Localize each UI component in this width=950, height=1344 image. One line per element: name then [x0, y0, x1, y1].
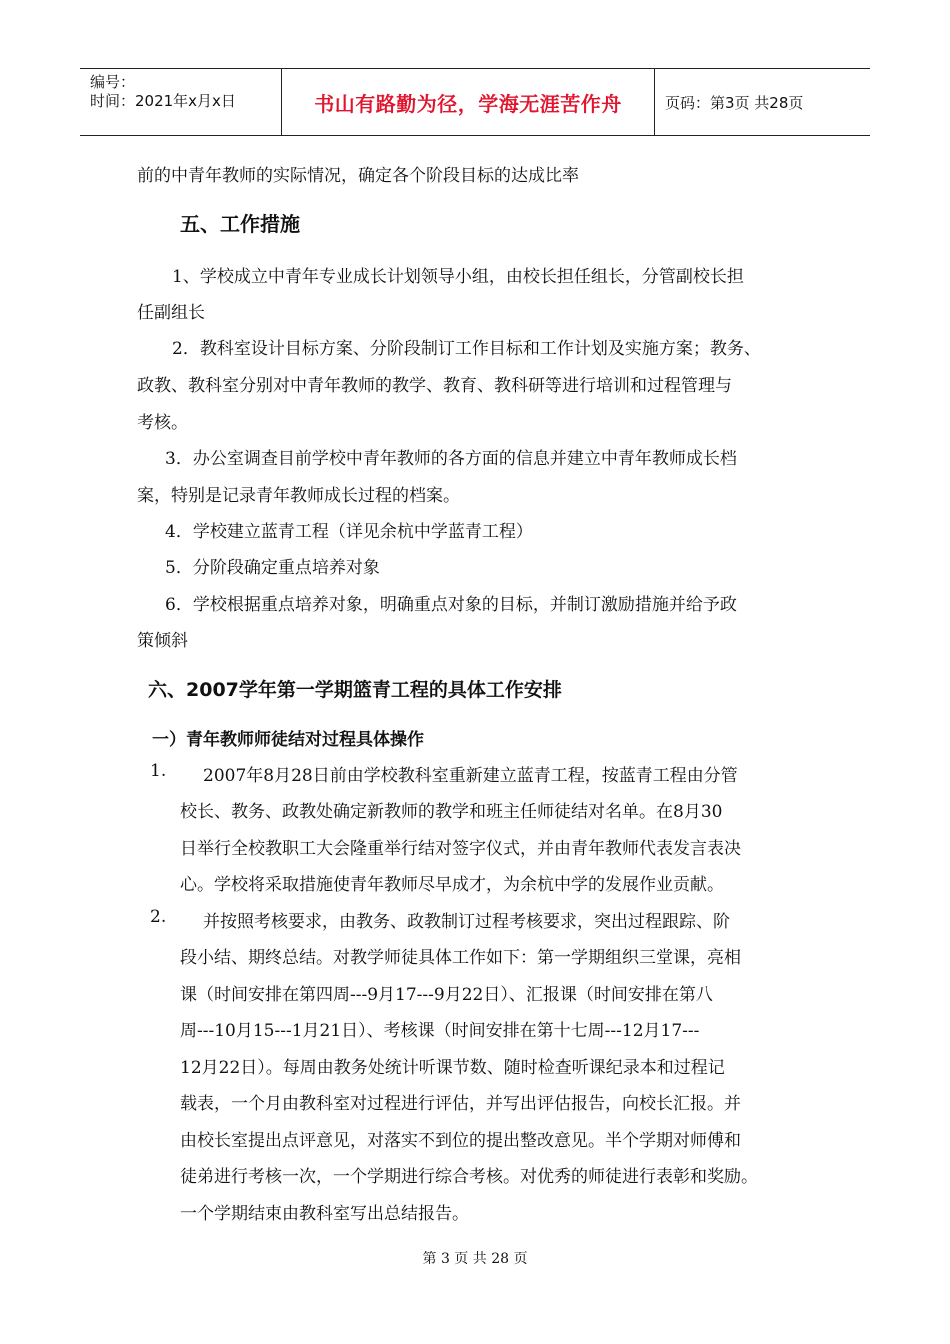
measure-2-line-1: 2．教科室设计目标方案、分阶段制订工作目标和工作计划及实施方案；教务、: [172, 339, 761, 359]
header-page-code: 页码：第3页 共28页: [665, 93, 804, 112]
measure-3-line-2: 案，特别是记录青年教师成长过程的档案。: [137, 486, 460, 506]
item-2-line-8: 徒弟进行考核一次，一个学期进行综合考核。对优秀的师徒进行表彰和奖励。: [180, 1167, 758, 1187]
measure-2-line-3: 考核。: [137, 413, 188, 433]
item-1-line-2: 校长、教务、政教处确定新教师的教学和班主任师徒结对名单。在8月30: [180, 802, 723, 822]
item-2-number: 2.: [150, 907, 167, 927]
item-2-line-6: 载表，一个月由教科室对过程进行评估，并写出评估报告，向校长汇报。并: [180, 1094, 741, 1114]
item-2-line-3: 课（时间安排在第四周---9月17---9月22日）、汇报课（时间安排在第八: [180, 985, 713, 1005]
measure-2-line-2: 政教、教科室分别对中青年教师的教学、教育、教科研等进行培训和过程管理与: [137, 376, 732, 396]
item-1-line-1: 2007年8月28日前由学校教科室重新建立蓝青工程，按蓝青工程由分管: [203, 766, 738, 786]
item-1-number: 1.: [150, 761, 167, 781]
measure-6-line-1: 6．学校根据重点培养对象，明确重点对象的目标，并制订激励措施并给予政: [165, 595, 737, 615]
time-label: 时间：2021年x月x日: [90, 92, 236, 110]
measure-4: 4．学校建立蓝青工程（详见余杭中学蓝青工程）: [165, 522, 533, 542]
item-2-line-1: 并按照考核要求，由教务、政教制订过程考核要求，突出过程跟踪、阶: [203, 912, 730, 932]
number-label: 编号：: [90, 73, 136, 91]
section6-title: 六、2007学年第一学期篮青工程的具体工作安排: [148, 679, 562, 701]
item-2-line-4: 周---10月15---1月21日）、考核课（时间安排在第十七周---12月17---: [180, 1021, 700, 1041]
page-footer: 第 3 页 共 28 页: [422, 1251, 528, 1267]
measure-1-line-2: 任副组长: [137, 303, 205, 323]
item-2-line-5: 12月22日）。每周由教务处统计听课节数、随时检查听课纪录本和过程记: [180, 1058, 725, 1078]
item-2-line-7: 由校长室提出点评意见，对落实不到位的提出整改意见。半个学期对师傅和: [180, 1131, 741, 1151]
measure-6-line-2: 策倾斜: [137, 631, 188, 651]
subsection-1-title: 一）青年教师师徒结对过程具体操作: [152, 730, 424, 750]
measure-3-line-1: 3．办公室调查目前学校中青年教师的各方面的信息并建立中青年教师成长档: [165, 449, 737, 469]
header-motto: 书山有路勤为径，学海无涯苦作舟: [282, 69, 655, 135]
item-1-line-4: 心。学校将采取措施使青年教师尽早成才，为余杭中学的发展作业贡献。: [180, 875, 724, 895]
document-header: [80, 68, 870, 136]
header-meta: [80, 69, 282, 135]
measure-1-line-1: 1、学校成立中青年专业成长计划领导小组，由校长担任组长，分管副校长担: [172, 267, 744, 287]
item-1-line-3: 日举行全校教职工大会隆重举行结对签字仪式，并由青年教师代表发言表决: [180, 839, 741, 859]
intro-line: 前的中青年教师的实际情况，确定各个阶段目标的达成比率: [137, 166, 579, 186]
item-2-line-9: 一个学期结束由教科室写出总结报告。: [180, 1204, 469, 1224]
section5-title: 五、工作措施: [180, 212, 300, 236]
item-2-line-2: 段小结、期终总结。对教学师徒具体工作如下：第一学期组织三堂课，亮相: [180, 948, 741, 968]
measure-5: 5．分阶段确定重点培养对象: [165, 558, 380, 578]
